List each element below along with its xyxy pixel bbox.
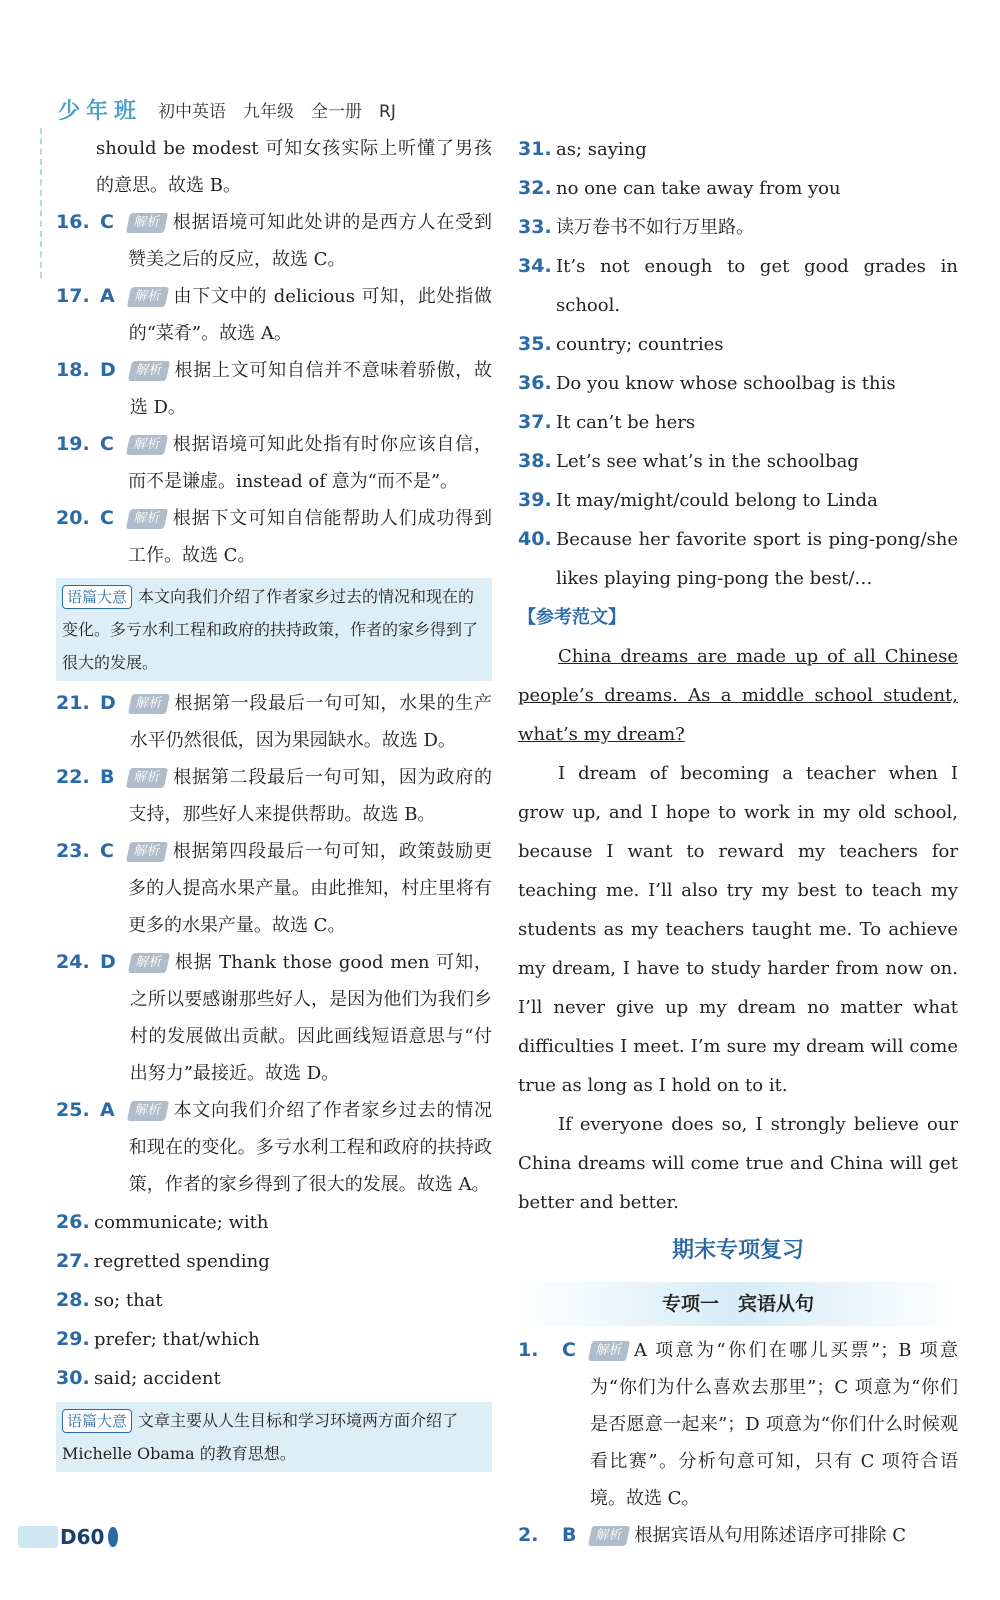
answer-item: 16. C 解析 根据语境可知此处讲的是西方人在受到赞美之后的反应，故选 C。 — [56, 211, 492, 270]
answer-item: 23. C 解析 根据第四段最后一句可知，政策鼓励更多的人提高水果产量。由此推知，村庄里将有更多的水果产量。故选 C。 — [56, 840, 492, 936]
answer-item: 20. C 解析 根据下文可知自信能帮助人们成功得到工作。故选 C。 — [56, 507, 492, 566]
reference-essay-title: 【参考范文】 — [518, 607, 626, 628]
essay-paragraph: I dream of becoming a teacher when I grow up, and I hope to work in my old school, because I want to reward my teachers for teaching me. I’ll also try my best to teach my students as my teachers taught me. To achieve my dream, I have to study harder from now on. I’ll never give up my dream no matter what difficulties I meet. I’m sure my dream will come true as long as I hold on to it. — [518, 763, 958, 1096]
answer-list-31-40 — [518, 130, 958, 598]
answer-item: 25. A 解析 本文向我们介绍了作者家乡过去的情况和现在的变化。多亏水利工程和政府的扶持政策，作者的家乡得到了很大的发展。故选 A。 — [56, 1099, 492, 1195]
subsection-title: 专项一 宾语从句 — [518, 1282, 958, 1326]
analysis-tag: 解析 — [588, 1526, 630, 1546]
analysis-tag: 解析 — [128, 694, 170, 714]
answer-item: 30. said; accident — [56, 1367, 221, 1389]
answer-item: 26. communicate; with — [56, 1211, 269, 1233]
continued-text: should be modest 可知女孩实际上听懂了男孩的意思。故选 B。 — [96, 138, 492, 196]
answer-item: 28. so; that — [56, 1289, 163, 1311]
answer-item: 29. prefer; that/which — [56, 1328, 260, 1350]
answer-item: 17. A 解析 由下文中的 delicious 可知，此处指做的“菜肴”。故选 A。 — [56, 285, 492, 344]
right-column — [518, 130, 958, 1554]
summary-badge: 语篇大意 — [62, 1409, 132, 1433]
answer-list-21-25 — [56, 685, 492, 1203]
analysis-tag: 解析 — [588, 1341, 630, 1361]
answer-list-16-20 — [56, 204, 492, 574]
answer-item: 40. Because her favorite sport is ping-pong/she likes playing ping-pong the best/… — [518, 528, 958, 589]
page-marker-icon — [108, 1527, 118, 1547]
answer-item: 21. D 解析 根据第一段最后一句可知，水果的生产水平仍然很低，因为果园缺水。故选 D。 — [56, 692, 492, 751]
passage-summary-box: 语篇大意 本文向我们介绍了作者家乡过去的情况和现在的变化。多亏水利工程和政府的扶持政策，作者的家乡得到了很大的发展。 — [56, 578, 492, 681]
answer-item: 33. 读万卷书不如行万里路。 — [518, 216, 754, 238]
analysis-tag: 解析 — [126, 213, 168, 233]
answer-item: 36. Do you know whose schoolbag is this — [518, 372, 896, 394]
header-title: 初中英语 九年级 全一册 RJ — [158, 101, 396, 122]
section-title: 期末专项复习 — [671, 1238, 804, 1263]
answer-item: 1. C 解析 A 项意为“你们在哪儿买票”；B 项意为“你们为什么喜欢去那里”；C 项意为“你们是否愿意一起来”；D 项意为“你们什么时候观看比赛”。分析句意可知，只有 C 项符合语境。故选 C。 — [518, 1339, 958, 1509]
page-number: D60 — [18, 1522, 118, 1552]
analysis-tag: 解析 — [127, 1101, 169, 1121]
reference-essay — [518, 637, 958, 1222]
analysis-tag: 解析 — [126, 435, 168, 455]
analysis-tag: 解析 — [127, 287, 169, 307]
analysis-tag: 解析 — [126, 842, 168, 862]
answer-item: 34. It’s not enough to get good grades in school. — [518, 255, 958, 316]
passage-summary-box: 语篇大意 文章主要从人生目标和学习环境两方面介绍了 Michelle Obama 的教育思想。 — [56, 1402, 492, 1472]
answer-item: 31. as; saying — [518, 138, 647, 160]
answer-item: 32. no one can take away from you — [518, 177, 841, 199]
answer-list-26-30 — [56, 1203, 492, 1398]
answer-item: 2. B 解析 根据宾语从句用陈述语序可排除 C — [518, 1524, 906, 1546]
answer-item: 37. It can’t be hers — [518, 411, 696, 433]
analysis-tag: 解析 — [128, 953, 170, 973]
summary-badge: 语篇大意 — [62, 585, 132, 609]
left-column — [56, 130, 492, 1476]
decorative-dashed-line — [40, 128, 44, 278]
essay-paragraph: If everyone does so, I strongly believe our China dreams will come true and China will get better and better. — [518, 1114, 958, 1213]
answer-item: 27. regretted spending — [56, 1250, 270, 1272]
page-header — [58, 92, 396, 126]
answer-item: 35. country; countries — [518, 333, 724, 355]
review-answer-list — [518, 1332, 958, 1554]
series-logo: 少年班 — [58, 98, 143, 124]
answer-item: 18. D 解析 根据上文可知自信并不意味着骄傲，故选 D。 — [56, 359, 492, 418]
essay-underlined-intro: China dreams are made up of all Chinese people’s dreams. As a middle school student, what’s my dream? — [518, 646, 958, 745]
analysis-tag: 解析 — [126, 509, 168, 529]
analysis-tag: 解析 — [128, 361, 170, 381]
answer-item: 38. Let’s see what’s in the schoolbag — [518, 450, 859, 472]
answer-item: 22. B 解析 根据第二段最后一句可知，因为政府的支持，那些好人来提供帮助。故选 B。 — [56, 766, 492, 825]
answer-item: 24. D 解析 根据 Thank those good men 可知，之所以要感谢那些好人，是因为他们为我们乡村的发展做出贡献。因此画线短语意思与“付出努力”最接近。故选 D。 — [56, 951, 492, 1084]
answer-item: 39. It may/might/could belong to Linda — [518, 489, 878, 511]
analysis-tag: 解析 — [126, 768, 168, 788]
answer-item: 19. C 解析 根据语境可知此处指有时你应该自信，而不是谦虚。instead of 意为“而不是”。 — [56, 433, 492, 492]
